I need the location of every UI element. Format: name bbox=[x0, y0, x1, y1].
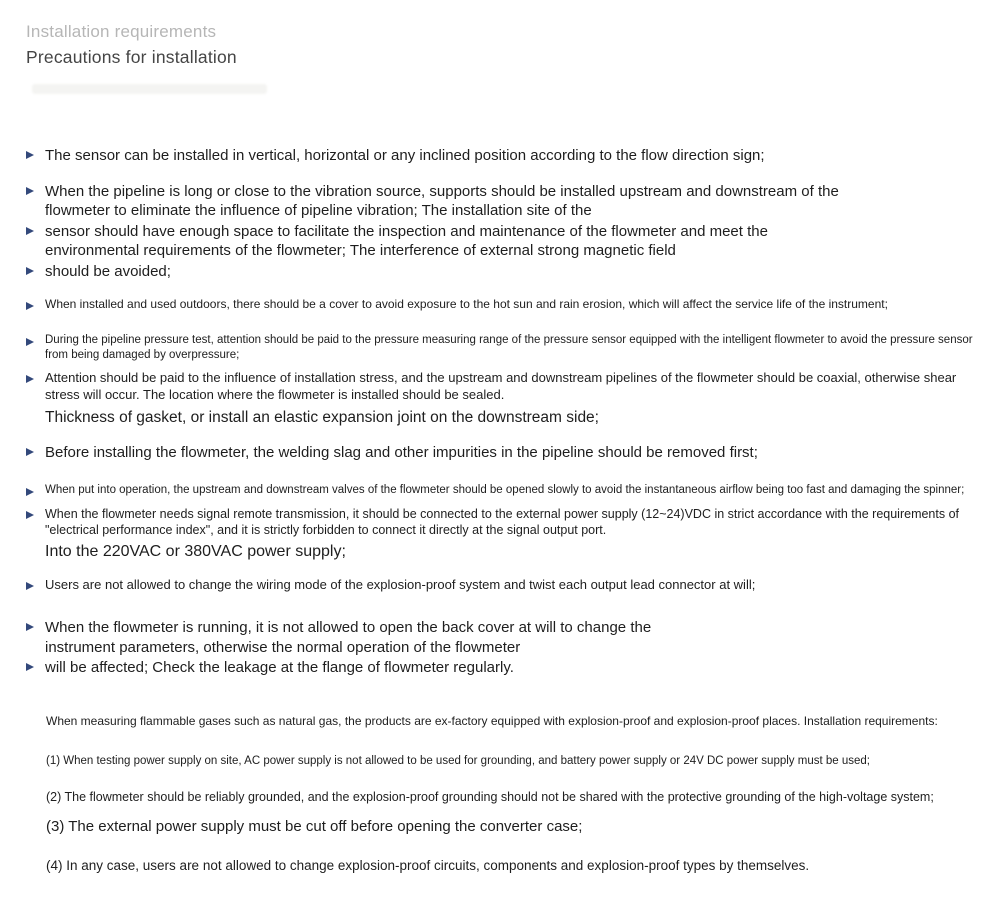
list-item-text bbox=[45, 146, 765, 166]
list-item-text bbox=[45, 658, 514, 678]
list-item-text bbox=[45, 443, 758, 463]
list-item-text bbox=[45, 483, 964, 498]
list-item-main-text: Users are not allowed to change the wiring mode of the explosion-proof system and twist each output lead connector at will; bbox=[45, 577, 756, 593]
footer-paragraph: (1) When testing power supply on site, AC power supply is not allowed to be used for grounding, and battery power supply or 24V DC power supply must be used; bbox=[46, 755, 870, 768]
arrow-bullet-icon bbox=[26, 227, 34, 235]
arrow-bullet-icon bbox=[26, 623, 34, 631]
list-item-main-text: The sensor can be installed in vertical, horizontal or any inclined position according to the flow direction sign; bbox=[45, 147, 765, 164]
list-item-main-text: sensor should have enough space to facilitate the inspection and maintenance of the flowmeter and meet the environmental requirements of the flowmeter; The interference of external strong magnetic field bbox=[45, 222, 768, 259]
arrow-bullet-icon bbox=[26, 302, 34, 310]
footer-paragraph: When measuring flammable gases such as natural gas, the products are ex-factory equipped with explosion-proof and explosion-proof places. Installation requirements: bbox=[46, 713, 938, 728]
list-item-main-text: Before installing the flowmeter, the welding slag and other impurities in the pipeline should be removed first; bbox=[45, 444, 758, 462]
list-item-main-text: When the flowmeter is running, it is not allowed to open the back cover at will to change the instrument parameters, otherwise the normal operation of the flowmeter bbox=[45, 619, 652, 656]
list-item-main-text: Attention should be paid to the influence of installation stress, and the upstream and downstream pipelines of the flowmeter should be coaxial, otherwise shear stress will occur. The location where the flowmeter is installed should be sealed. bbox=[45, 370, 957, 403]
arrow-bullet-icon bbox=[26, 375, 34, 383]
faded-text-artifact bbox=[32, 84, 267, 94]
list-item-main-text: will be affected; Check the leakage at the flange of flowmeter regularly. bbox=[45, 659, 514, 677]
arrow-bullet-icon bbox=[26, 511, 34, 519]
list-item bbox=[26, 146, 980, 166]
footer-paragraph: (4) In any case, users are not allowed to change explosion-proof circuits, components and explosion-proof types by themselves. bbox=[46, 857, 810, 873]
arrow-bullet-icon bbox=[26, 267, 34, 275]
list-item-main-text: should be avoided; bbox=[45, 262, 171, 280]
list-item bbox=[26, 658, 980, 678]
list-item-suffix-text: Thickness of gasket, or install an elastic expansion joint on the downstream side; bbox=[45, 409, 599, 427]
list-item bbox=[26, 370, 980, 428]
precautions-list bbox=[26, 146, 980, 678]
list-item bbox=[26, 577, 980, 594]
arrow-bullet-icon bbox=[26, 187, 34, 195]
list-item-text bbox=[45, 222, 850, 261]
list-item bbox=[26, 506, 980, 563]
list-item-main-text: When put into operation, the upstream and downstream valves of the flowmeter should be opened slowly to avoid the instantaneous airflow being too fast and damaging the spinner; bbox=[45, 483, 965, 496]
list-item-suffix-text: Into the 220VAC or 380VAC power supply; bbox=[45, 543, 346, 561]
list-item bbox=[26, 222, 980, 261]
list-item bbox=[26, 297, 980, 313]
arrow-bullet-icon bbox=[26, 663, 34, 671]
list-item-main-text: During the pipeline pressure test, attention should be paid to the pressure measuring range of the pressure sensor equipped with the intelligent flowmeter to avoid the pressure sensor from being damaged by overpressure; bbox=[45, 333, 973, 361]
list-item-text bbox=[45, 262, 171, 282]
list-item-main-text: When the flowmeter needs signal remote transmission, it should be connected to the external power supply (12~24)VDC in strict accordance with the requirements of "electrical performance index", and it is strictly forbidden to connect it directly at the signal output port. bbox=[45, 506, 960, 538]
arrow-bullet-icon bbox=[26, 488, 34, 496]
list-item bbox=[26, 182, 980, 221]
page-header bbox=[26, 20, 980, 94]
list-item-main-text: When the pipeline is long or close to the vibration source, supports should be installed upstream and downstream of the flowmeter to eliminate the influence of pipeline vibration; The installation site of the bbox=[45, 182, 839, 219]
footer-paragraph: (3) The external power supply must be cut off before opening the converter case; bbox=[46, 818, 583, 836]
section-subtitle: Installation requirements bbox=[26, 22, 217, 41]
page-title: Precautions for installation bbox=[26, 47, 237, 67]
list-item-text bbox=[45, 577, 755, 594]
list-item-text bbox=[45, 370, 980, 428]
arrow-bullet-icon bbox=[26, 338, 34, 346]
list-item bbox=[26, 262, 980, 282]
list-item-text bbox=[45, 182, 840, 221]
arrow-bullet-icon bbox=[26, 448, 34, 456]
list-item-main-text: When installed and used outdoors, there should be a cover to avoid exposure to the hot sun and rain erosion, which will affect the service life of the instrument; bbox=[45, 297, 888, 311]
list-item bbox=[26, 333, 980, 363]
list-item bbox=[26, 618, 980, 657]
list-item bbox=[26, 443, 980, 463]
explosion-proof-notes bbox=[26, 714, 980, 875]
arrow-bullet-icon bbox=[26, 582, 34, 590]
list-item bbox=[26, 483, 980, 498]
list-item-text bbox=[45, 506, 980, 563]
arrow-bullet-icon bbox=[26, 151, 34, 159]
list-item-text bbox=[45, 333, 980, 363]
list-item-text bbox=[45, 618, 725, 657]
list-item-text bbox=[45, 297, 888, 313]
footer-paragraph: (2) The flowmeter should be reliably grounded, and the explosion-proof grounding should not be shared with the protective grounding of the high-voltage system; bbox=[46, 790, 934, 805]
